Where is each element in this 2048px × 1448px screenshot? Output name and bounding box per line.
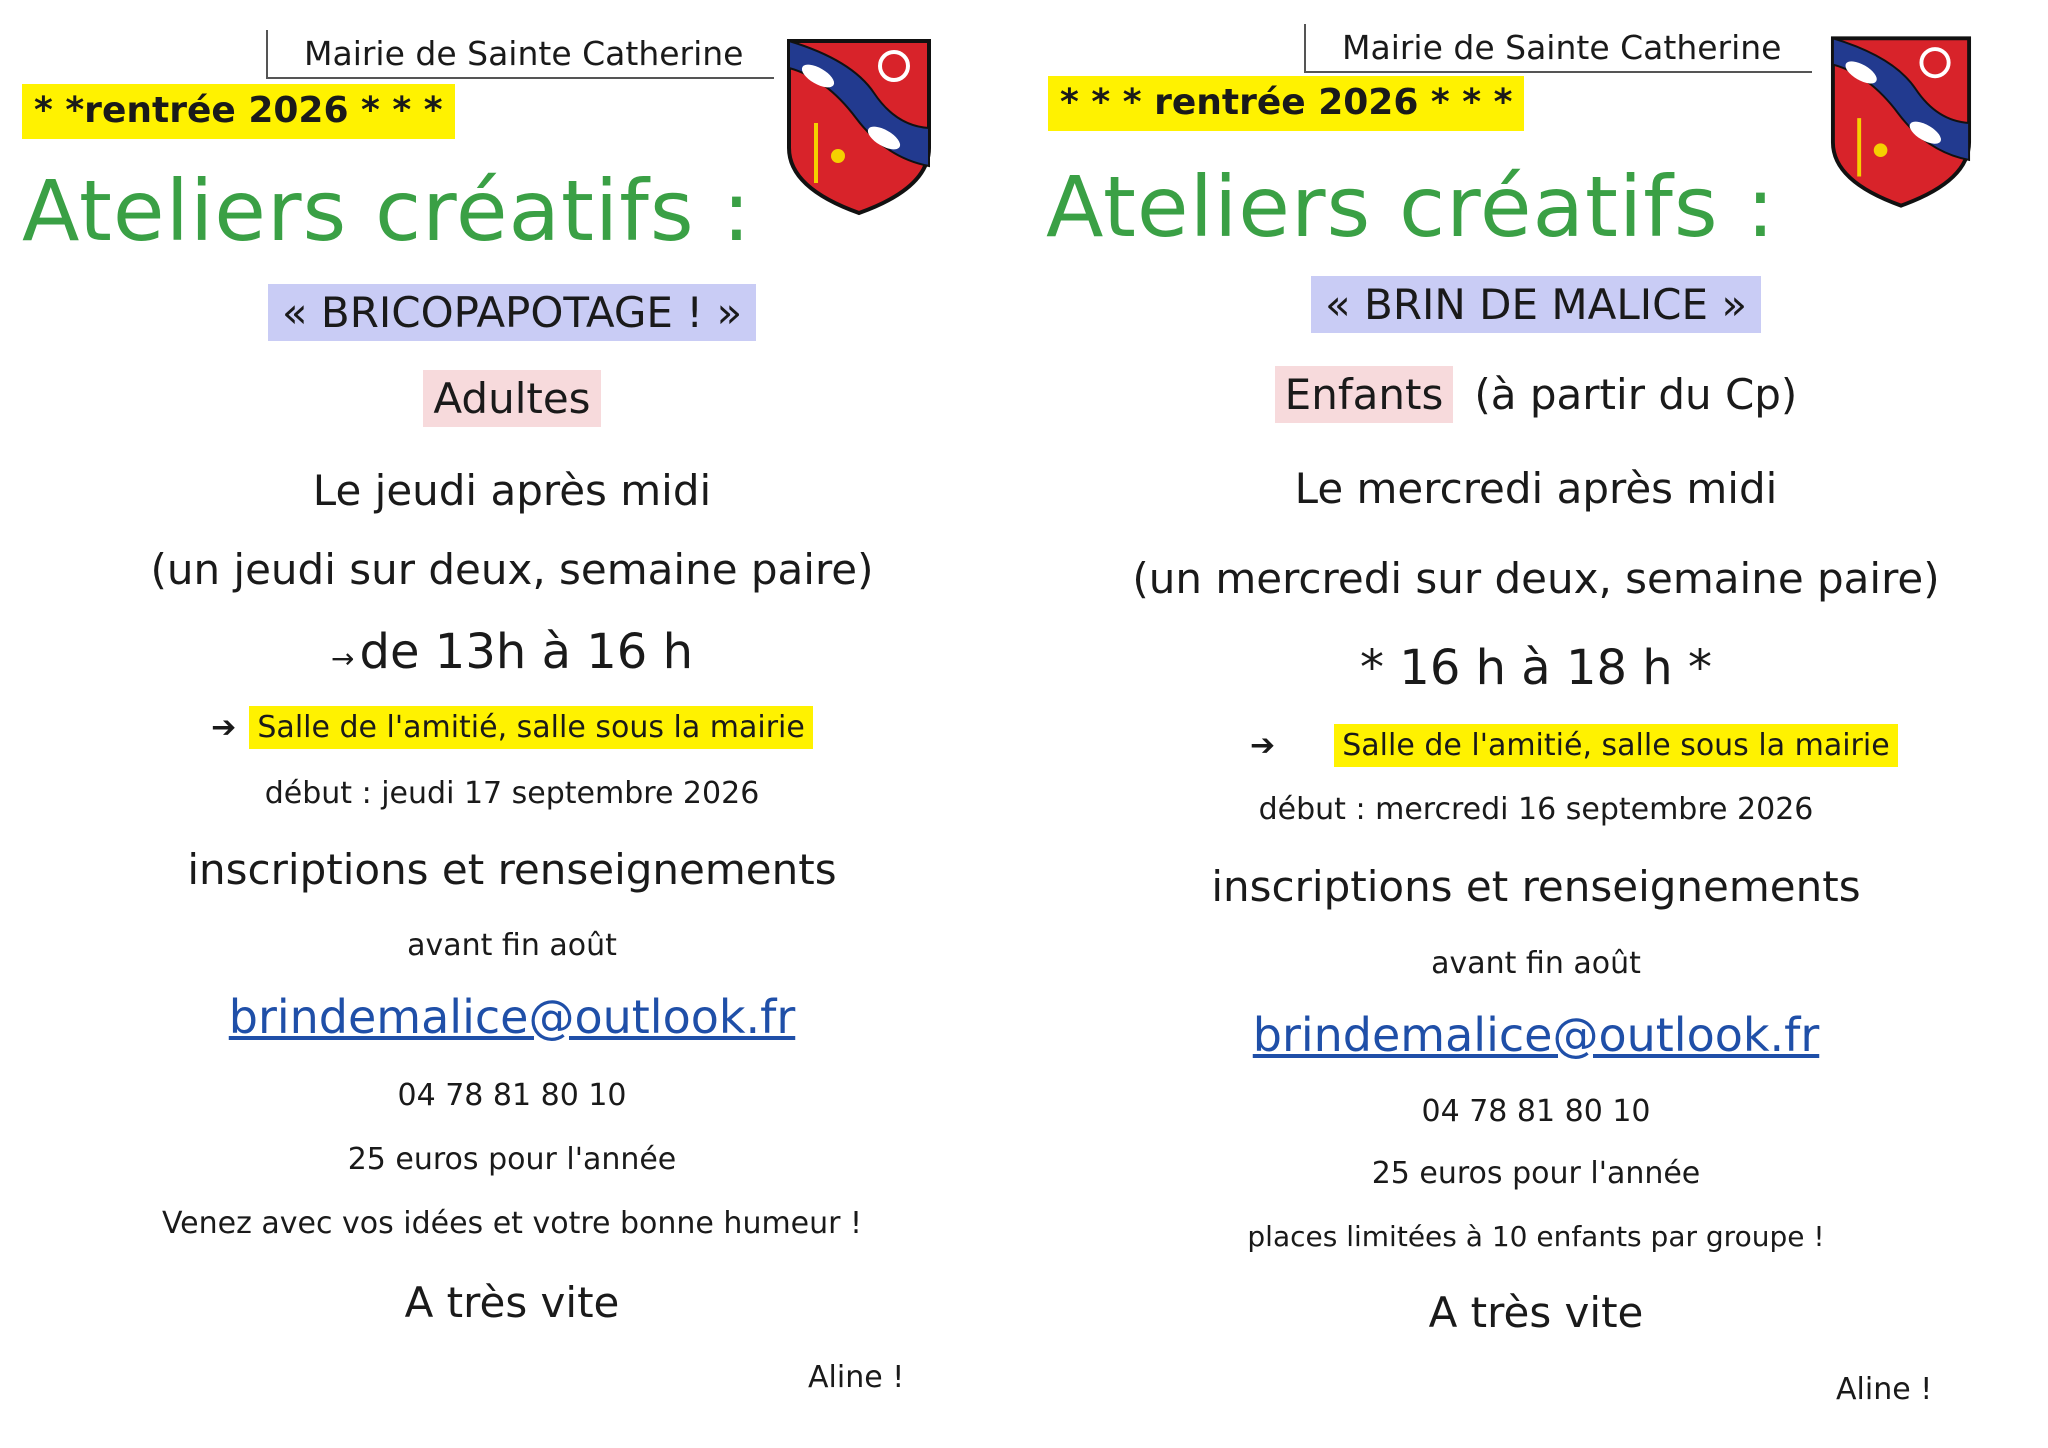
audience-row	[1024, 370, 2048, 419]
ateliers-title: Ateliers créatifs :	[22, 162, 752, 260]
flyer-brin-de-malice	[1024, 0, 2048, 1448]
day: Le jeudi après midi	[312, 466, 712, 515]
audience: Enfants	[1275, 366, 1454, 423]
hours-row	[0, 624, 1024, 680]
coat-of-arms-icon	[1830, 34, 1972, 210]
coat-of-arms-icon	[786, 38, 932, 216]
goodbye: A très vite	[404, 1278, 620, 1327]
ateliers-title: Ateliers créatifs :	[1046, 158, 1776, 256]
atelier-name: « BRICOPAPOTAGE ! »	[268, 284, 756, 341]
mairie-header: Mairie de Sainte Catherine	[266, 30, 774, 79]
hours: de 13h à 16 h	[359, 624, 693, 680]
inscriptions: inscriptions et renseignements	[187, 845, 837, 894]
goodbye: A très vite	[1428, 1288, 1644, 1337]
inscriptions: inscriptions et renseignements	[1211, 862, 1861, 911]
email-link[interactable]: brindemalice@outlook.fr	[1252, 1008, 1820, 1062]
arrow-right-icon: →	[330, 642, 355, 675]
hours: * 16 h à 18 h *	[1360, 640, 1712, 696]
day: Le mercredi après midi	[1294, 464, 1778, 513]
place: Salle de l'amitié, salle sous la mairie	[249, 706, 812, 749]
place-row	[0, 710, 1024, 745]
email-link[interactable]: brindemalice@outlook.fr	[228, 990, 796, 1044]
note: Venez avec vos idées et votre bonne humeur !	[161, 1206, 863, 1241]
atelier-name: « BRIN DE MALICE »	[1311, 276, 1761, 333]
start-date: début : mercredi 16 septembre 2026	[1258, 792, 1814, 827]
place-row	[1250, 728, 1898, 763]
price: 25 euros pour l'année	[347, 1142, 677, 1177]
note: places limitées à 10 enfants par groupe !	[1247, 1220, 1825, 1253]
email-row	[1024, 1008, 2048, 1062]
phone: 04 78 81 80 10	[1421, 1094, 1651, 1129]
signature: Aline !	[808, 1360, 905, 1395]
price: 25 euros pour l'année	[1371, 1156, 1701, 1191]
phone: 04 78 81 80 10	[397, 1078, 627, 1113]
atelier-name-row	[0, 288, 1024, 337]
rentree-badge: * * * rentrée 2026 * * *	[1048, 76, 1524, 131]
frequency: (un mercredi sur deux, semaine paire)	[1132, 554, 1940, 603]
audience: Adultes	[423, 370, 600, 427]
arrow-right-icon: ➔	[211, 710, 237, 745]
deadline: avant fin août	[407, 928, 617, 963]
start-date: début : jeudi 17 septembre 2026	[264, 776, 760, 811]
atelier-name-row	[1024, 280, 2048, 329]
arrow-right-icon: ➔	[1250, 728, 1276, 763]
audience-note: (à partir du Cp)	[1474, 370, 1798, 419]
deadline: avant fin août	[1431, 946, 1641, 981]
frequency: (un jeudi sur deux, semaine paire)	[150, 545, 874, 594]
email-row	[0, 990, 1024, 1044]
signature: Aline !	[1836, 1372, 1933, 1407]
rentree-badge: * *rentrée 2026 * * *	[22, 84, 455, 139]
mairie-header: Mairie de Sainte Catherine	[1304, 24, 1812, 73]
place: Salle de l'amitié, salle sous la mairie	[1334, 724, 1897, 767]
audience-row	[0, 374, 1024, 423]
